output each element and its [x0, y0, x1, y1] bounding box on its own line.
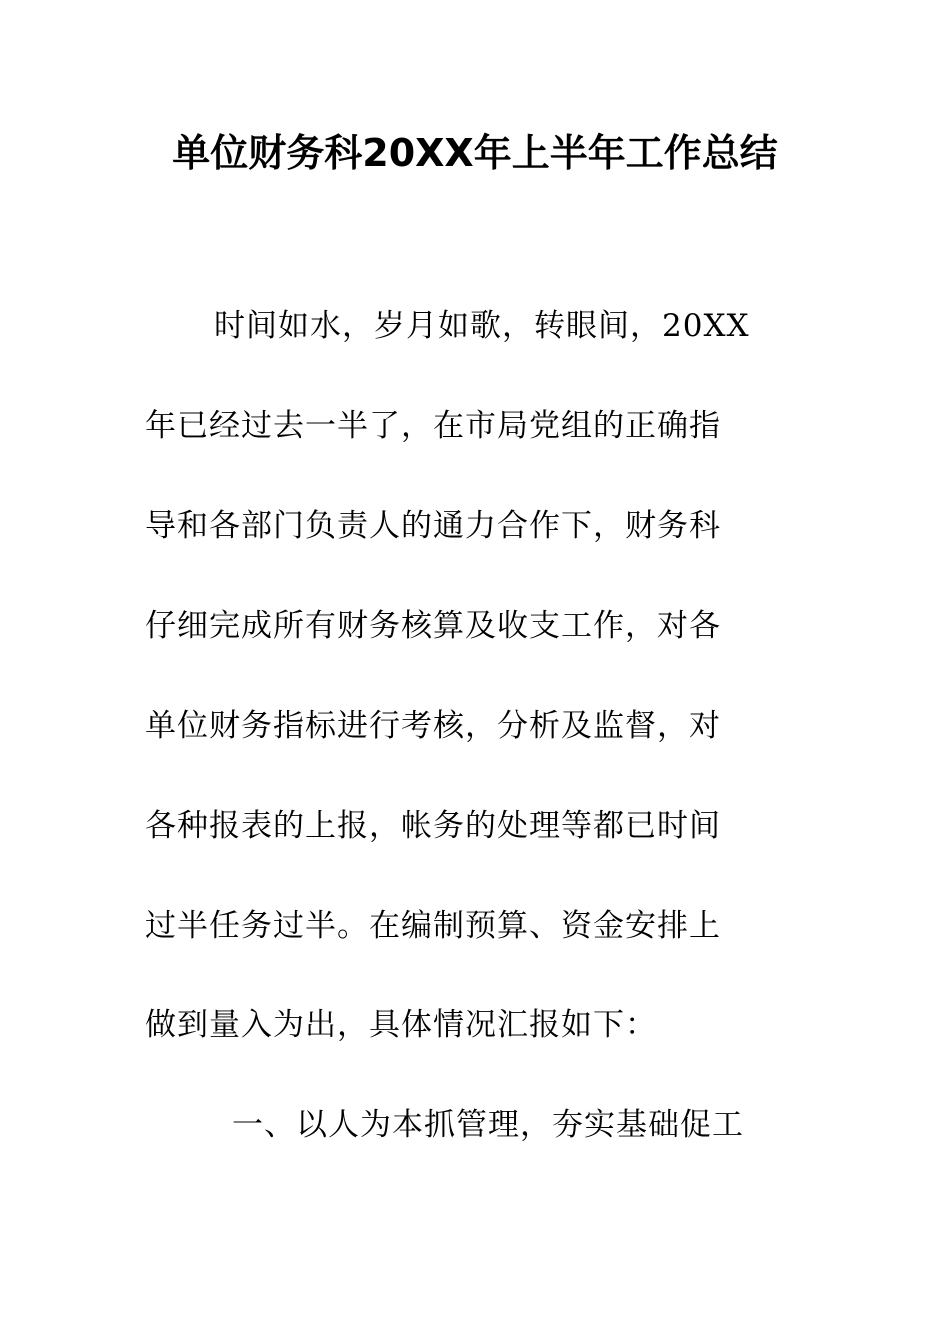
body-line-1: 时间如水，岁月如歌，转眼间，20XX	[214, 308, 750, 344]
body-line-3: 导和各部门负责人的通力合作下，财务科	[145, 508, 721, 544]
body-line-8: 做到量入为出，具体情况汇报如下：	[145, 1007, 657, 1043]
body-line-7: 过半任务过半。在编制预算、资金安排上	[145, 908, 721, 944]
body-line-2: 年已经过去一半了，在市局党组的正确指	[145, 408, 721, 444]
document-title: 单位财务科20XX年上半年工作总结	[172, 131, 778, 175]
body-line-6: 各种报表的上报，帐务的处理等都已时间	[145, 808, 721, 844]
body-line-4: 仔细完成所有财务核算及收支工作，对各	[145, 608, 721, 644]
section-heading-1: 一、以人为本抓管理，夯实基础促工	[232, 1107, 744, 1143]
body-line-5: 单位财务指标进行考核，分析及监督，对	[145, 708, 721, 744]
